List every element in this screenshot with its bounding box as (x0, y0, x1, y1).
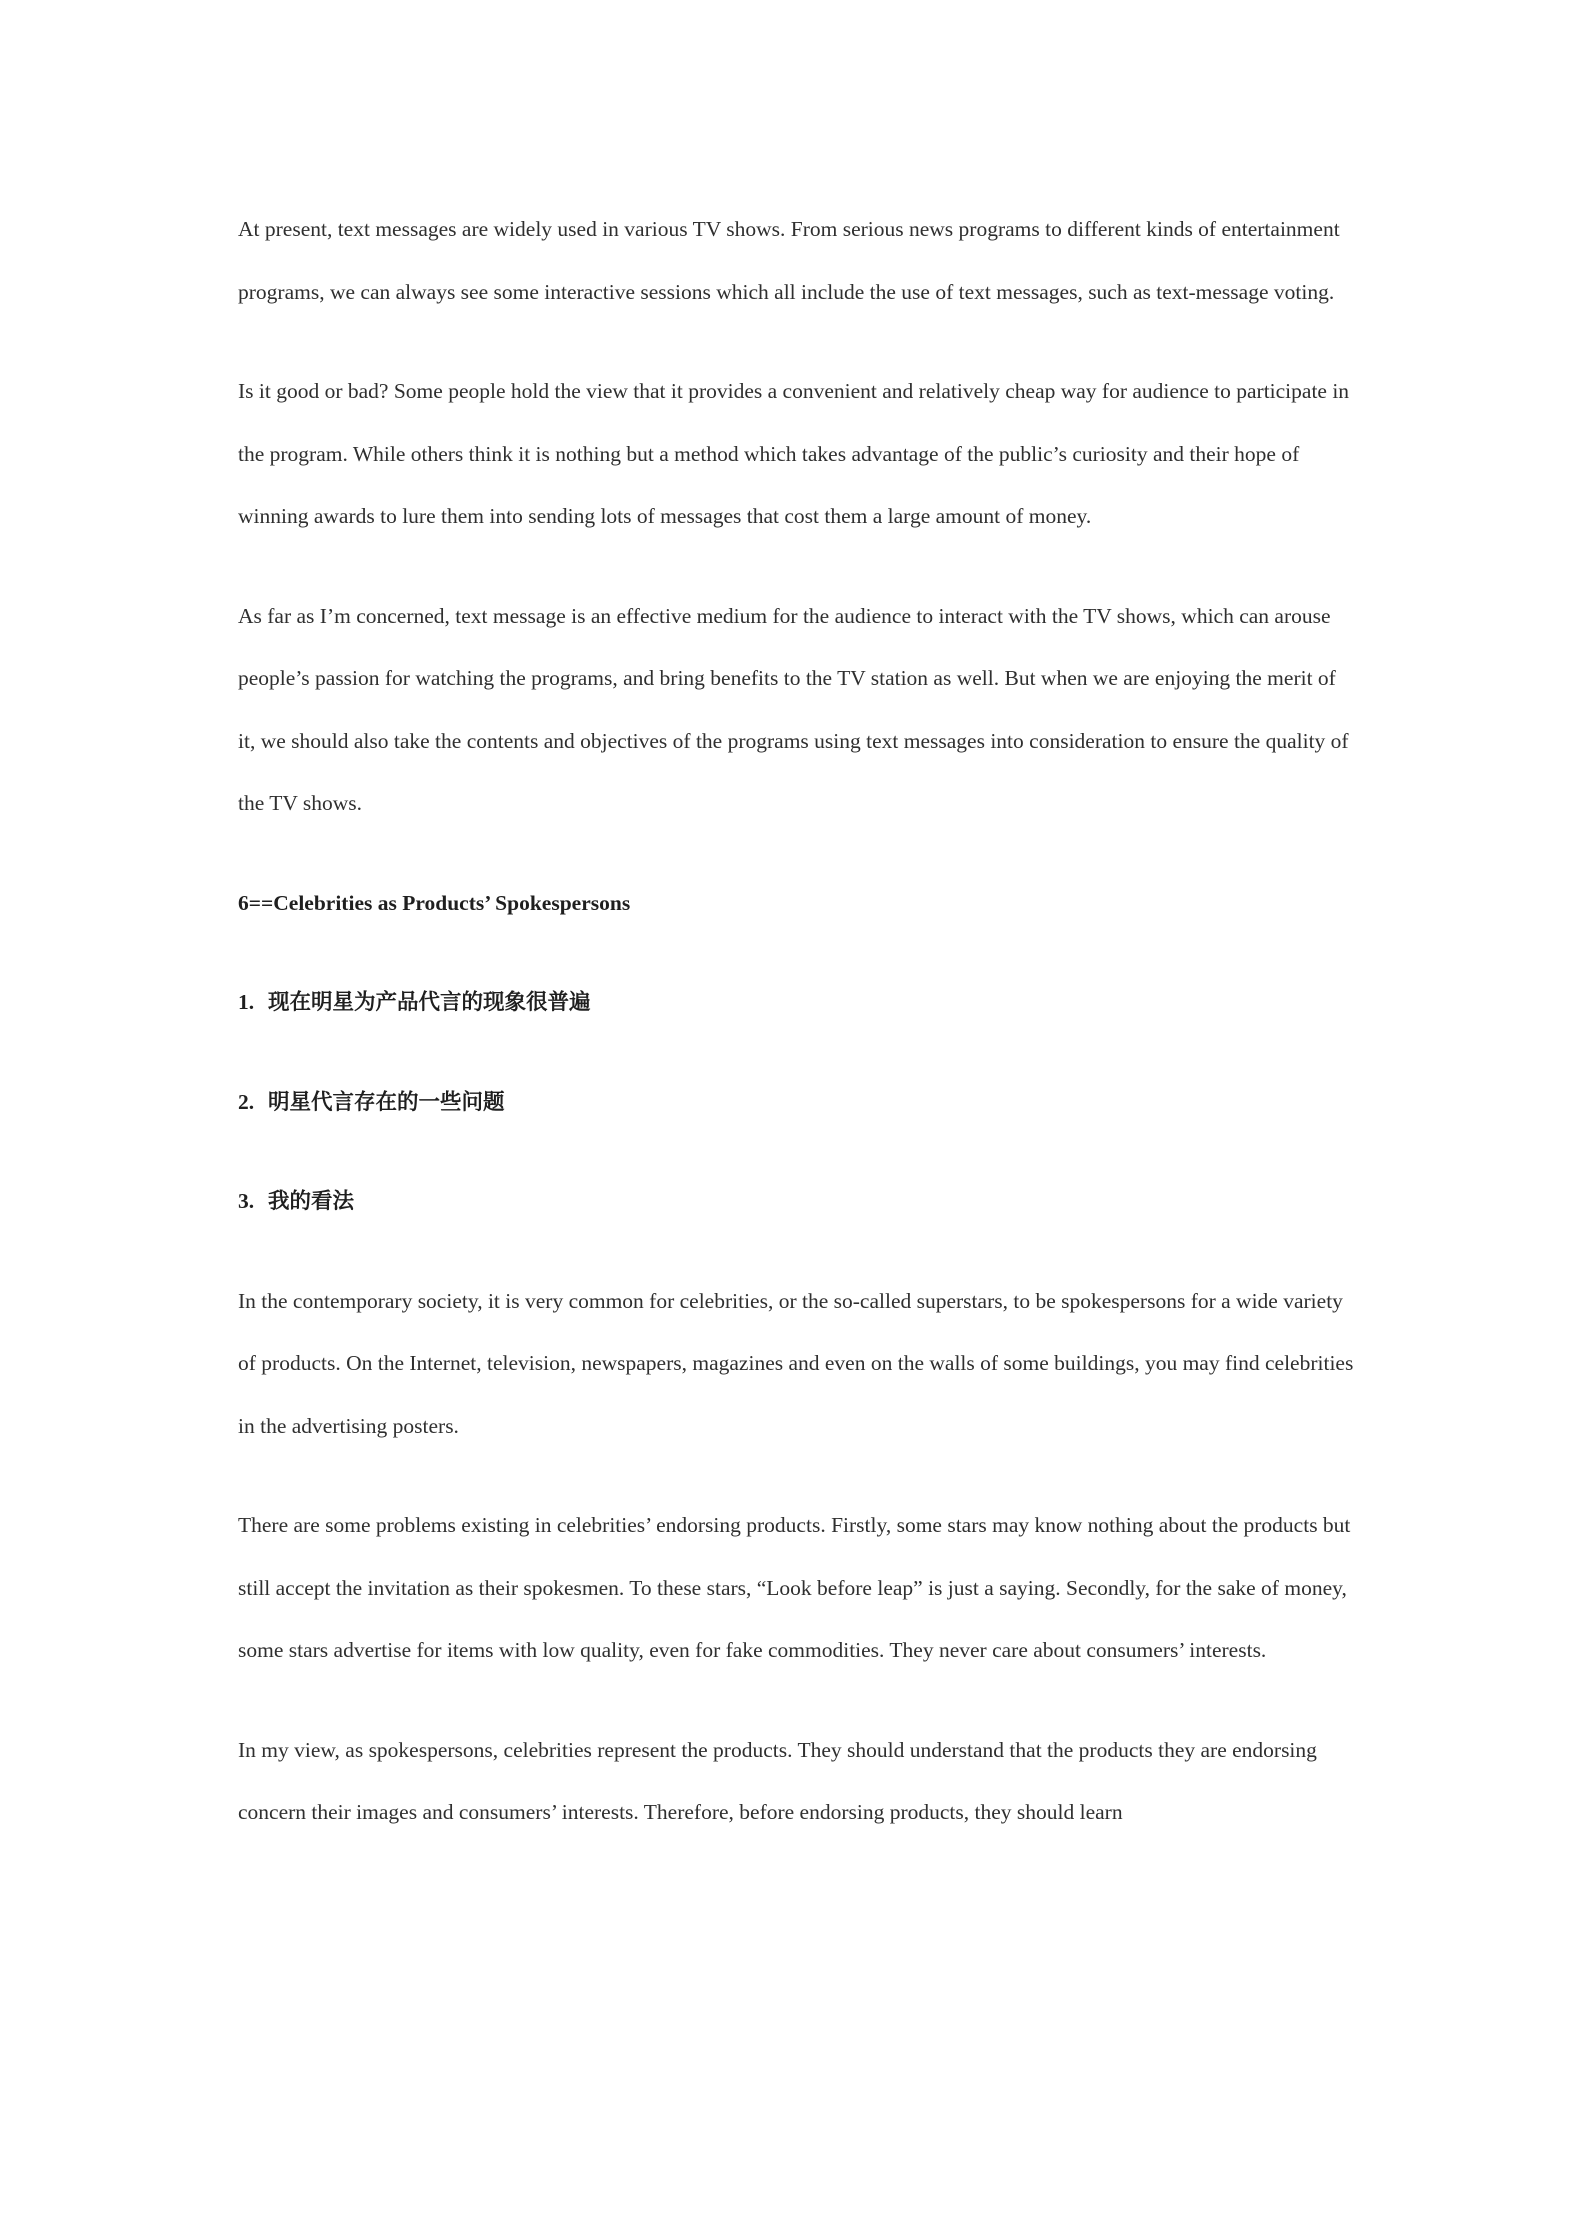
outline-text: 我的看法 (268, 1189, 355, 1213)
paragraph-celebrity-common: In the contemporary society, it is very common for celebrities, or the so-called superstars, to be spokespersons for a wide variety of products. On the Internet, television, newspapers, magazines and even on the walls of some buildings, you may find celebrities in the advertising posters. (238, 1288, 1354, 1438)
paragraph-my-opinion: As far as I’m concerned, text message is an effective medium for the audience to interact with the TV shows, which can arouse people’s passion for watching the programs, and bring benefits to the TV station as well. But when we are enjoying the merit of it, we should also take the contents and objectives of the programs using text messages into consideration to ensure the quality of the TV shows. (238, 603, 1349, 815)
outline-number: 3. (238, 1189, 255, 1213)
document-body (238, 198, 1356, 1844)
outline-item-3 (238, 1170, 1356, 1233)
outline-number: 2. (238, 1089, 255, 1114)
outline-text: 现在明星为产品代言的现象很普遍 (268, 990, 591, 1014)
paragraph-celebrity-view: In my view, as spokespersons, celebrities represent the products. They should understand that the products they are endorsing concern their images and consumers’ interests. Therefore, before endorsing products, they should learn (238, 1737, 1317, 1824)
outline-text: 明星代言存在的一些问题 (268, 1089, 505, 1114)
section-heading: 6==Celebrities as Products’ Spokespersons (238, 890, 631, 915)
outline-number: 1. (238, 990, 255, 1014)
paragraph-good-or-bad: Is it good or bad? Some people hold the view that it provides a convenient and relatively cheap way for audience to participate in the program. While others think it is nothing but a method which takes advantage of the public’s curiosity and their hope of winning awards to lure them into sending lots of messages that cost them a large amount of money. (238, 379, 1350, 528)
paragraph-text-messages-intro: At present, text messages are widely used in various TV shows. From serious news programs to different kinds of entertainment programs, we can always see some interactive sessions which all include the use of text messages, such as text-message voting. (238, 217, 1340, 304)
paragraph-celebrity-problems: There are some problems existing in celebrities’ endorsing products. Firstly, some stars may know nothing about the products but still accept the invitation as their spokesmen. To these stars, “Look before leap” is just a saying. Secondly, for the sake of money, some stars advertise for items with low quality, even for fake commodities. They never care about consumers’ interests. (238, 1513, 1351, 1662)
outline-item-1 (238, 971, 1356, 1034)
outline-item-2 (238, 1071, 1356, 1134)
